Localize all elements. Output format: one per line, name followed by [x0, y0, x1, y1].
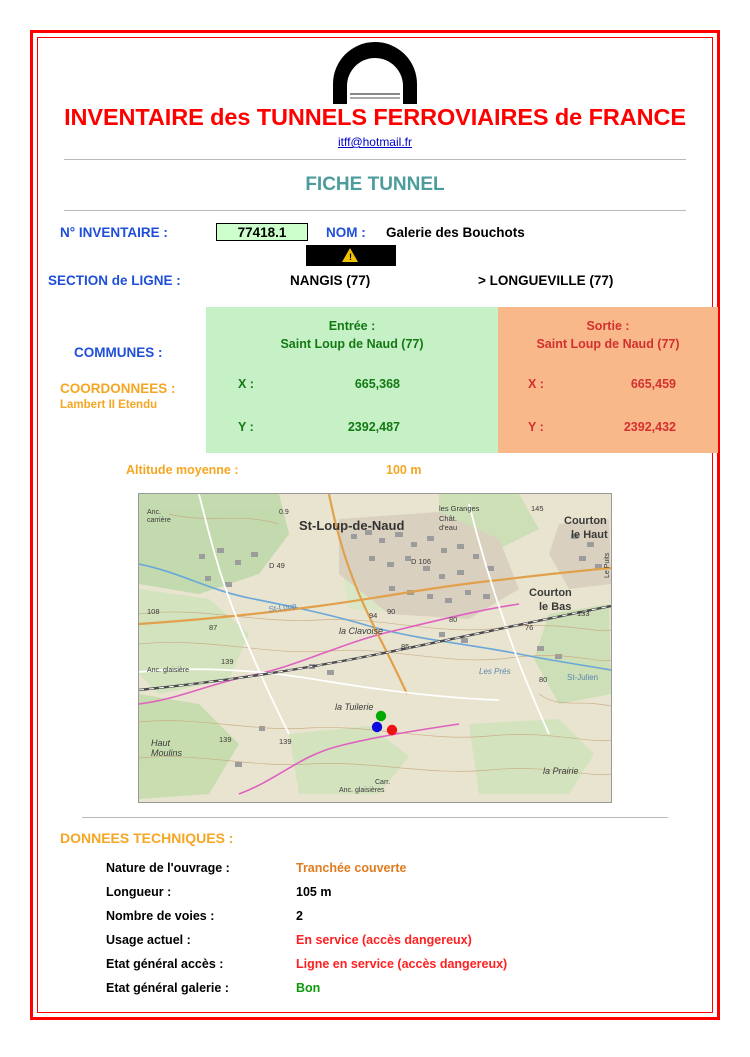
exit-x-value: 665,459: [630, 377, 676, 391]
tunnel-name-value: Galerie des Bouchots: [386, 225, 525, 240]
svg-text:76: 76: [525, 623, 534, 632]
coordinates-sublabel: Lambert II Etendu: [60, 399, 158, 411]
exit-y-value: 2392,432: [623, 420, 676, 434]
warning-exclamation: !: [349, 252, 352, 262]
entrance-x-value: 665,368: [354, 377, 400, 391]
divider-under-subtitle: [64, 210, 686, 211]
svg-text:St-Loup: St-Loup: [268, 601, 298, 614]
communes-label: COMMUNES :: [74, 345, 163, 360]
svg-text:St-Loup-de-Naud: St-Loup-de-Naud: [299, 518, 405, 533]
row-label-nature: Nature de l'ouvrage :: [106, 861, 230, 875]
svg-text:Anc. glaisière: Anc. glaisière: [147, 667, 190, 674]
altitude-row: [38, 461, 712, 487]
exit-heading: Sortie :: [586, 319, 630, 333]
technical-data-title: DONNEES TECHNIQUES :: [60, 830, 234, 846]
tunnel-portal-icon: [333, 42, 417, 104]
svg-text:Haut: Haut: [151, 738, 171, 748]
tunnel-point-marker: [372, 722, 382, 732]
tunnel-exit-marker: [387, 725, 397, 735]
altitude-label: Altitude moyenne :: [126, 463, 239, 477]
email-link[interactable]: itff@hotmail.fr: [338, 135, 412, 149]
svg-text:Anc. glaisières: Anc. glaisières: [339, 787, 385, 794]
table-row: [106, 904, 507, 928]
svg-text:le Bas: le Bas: [539, 601, 572, 613]
exit-y-label: Y :: [528, 420, 544, 434]
svg-text:Chât.: Chât.: [439, 514, 457, 523]
inventory-label: N° INVENTAIRE :: [60, 225, 168, 240]
row-label-usage: Usage actuel :: [106, 933, 191, 947]
map-graphic: [139, 494, 611, 802]
altitude-value: 100 m: [386, 463, 422, 477]
divider-above-technical: [82, 817, 668, 818]
svg-text:Les Prés: Les Prés: [479, 667, 511, 676]
entrance-commune: Saint Loup de Naud (77): [280, 337, 424, 351]
svg-text:D 49: D 49: [269, 561, 285, 570]
svg-text:le Haut: le Haut: [571, 529, 608, 541]
entrance-x-label: X :: [238, 377, 254, 391]
svg-text:d'eau: d'eau: [439, 523, 458, 532]
table-row: [106, 976, 507, 1000]
table-row: [106, 952, 507, 976]
svg-text:145: 145: [531, 504, 544, 513]
row-value-longueur: 105 m: [296, 885, 332, 899]
svg-text:133: 133: [577, 609, 590, 618]
row-value-usage: En service (accès dangereux): [296, 933, 472, 947]
table-row: [106, 880, 507, 904]
document-inner-frame: [37, 37, 713, 1013]
document-page: [30, 30, 720, 1020]
row-value-nature: Tranchée couverte: [296, 861, 407, 875]
svg-text:Anc.: Anc.: [147, 509, 162, 516]
identity-block: [38, 223, 712, 299]
technical-data-table: [106, 856, 507, 1000]
svg-text:la Prairie: la Prairie: [543, 766, 579, 776]
svg-text:80: 80: [539, 675, 548, 684]
row-value-etat-acces: Ligne en service (accès dangereux): [296, 957, 508, 971]
section-to-value: > LONGUEVILLE (77): [478, 273, 614, 288]
section-from-value: NANGIS (77): [290, 273, 371, 288]
svg-text:90: 90: [387, 607, 396, 616]
row-value-voies: 2: [296, 909, 303, 923]
svg-text:80: 80: [449, 615, 458, 624]
svg-text:Moulins: Moulins: [151, 748, 183, 758]
svg-text:85: 85: [401, 642, 410, 651]
topographic-map: [138, 493, 612, 803]
row-label-longueur: Longueur :: [106, 885, 172, 899]
svg-text:les Granges: les Granges: [439, 504, 480, 513]
svg-text:D 106: D 106: [411, 557, 432, 566]
svg-text:St-Julien: St-Julien: [567, 673, 599, 682]
svg-text:Courton: Courton: [564, 515, 607, 527]
svg-text:108: 108: [147, 607, 160, 616]
svg-text:139: 139: [279, 737, 292, 746]
geo-block: [38, 307, 712, 453]
row-value-etat-galerie: Bon: [296, 981, 321, 995]
exit-commune: Saint Loup de Naud (77): [536, 337, 680, 351]
section-label: SECTION de LIGNE :: [48, 273, 181, 288]
row-label-etat-galerie: Etat général galerie :: [106, 981, 229, 995]
entrance-heading: Entrée :: [328, 319, 376, 333]
coordinates-label: COORDONNEES :: [60, 381, 176, 396]
svg-text:139: 139: [221, 657, 234, 666]
svg-text:0.9: 0.9: [279, 509, 289, 516]
logo-container: [38, 38, 712, 104]
svg-text:139: 139: [219, 735, 232, 744]
divider-top: [64, 159, 686, 160]
svg-text:Carr.: Carr.: [375, 779, 391, 786]
svg-text:la Clavoise: la Clavoise: [339, 626, 384, 636]
svg-text:94: 94: [369, 611, 378, 620]
row-label-voies: Nombre de voies :: [106, 909, 215, 923]
table-row: [106, 928, 507, 952]
exit-x-label: X :: [528, 377, 544, 391]
contact-email: [38, 135, 712, 149]
page-title: INVENTAIRE des TUNNELS FERROVIAIRES de FRANCE: [64, 104, 686, 130]
svg-text:Le Puits: Le Puits: [604, 552, 611, 578]
svg-text:la Tuilerie: la Tuilerie: [335, 702, 374, 712]
svg-text:Courton: Courton: [529, 587, 572, 599]
entrance-y-label: Y :: [238, 420, 254, 434]
svg-text:87: 87: [209, 623, 218, 632]
row-label-etat-acces: Etat général accès :: [106, 957, 224, 971]
entrance-y-value: 2392,487: [347, 420, 400, 434]
tunnel-entrance-marker: [376, 711, 386, 721]
svg-text:carrière: carrière: [147, 517, 171, 524]
name-label: NOM :: [326, 225, 366, 240]
table-row: [106, 856, 507, 880]
warning-badge: [306, 245, 396, 266]
sheet-subtitle: FICHE TUNNEL: [305, 174, 445, 195]
inventory-number-box: 77418.1: [216, 223, 308, 241]
